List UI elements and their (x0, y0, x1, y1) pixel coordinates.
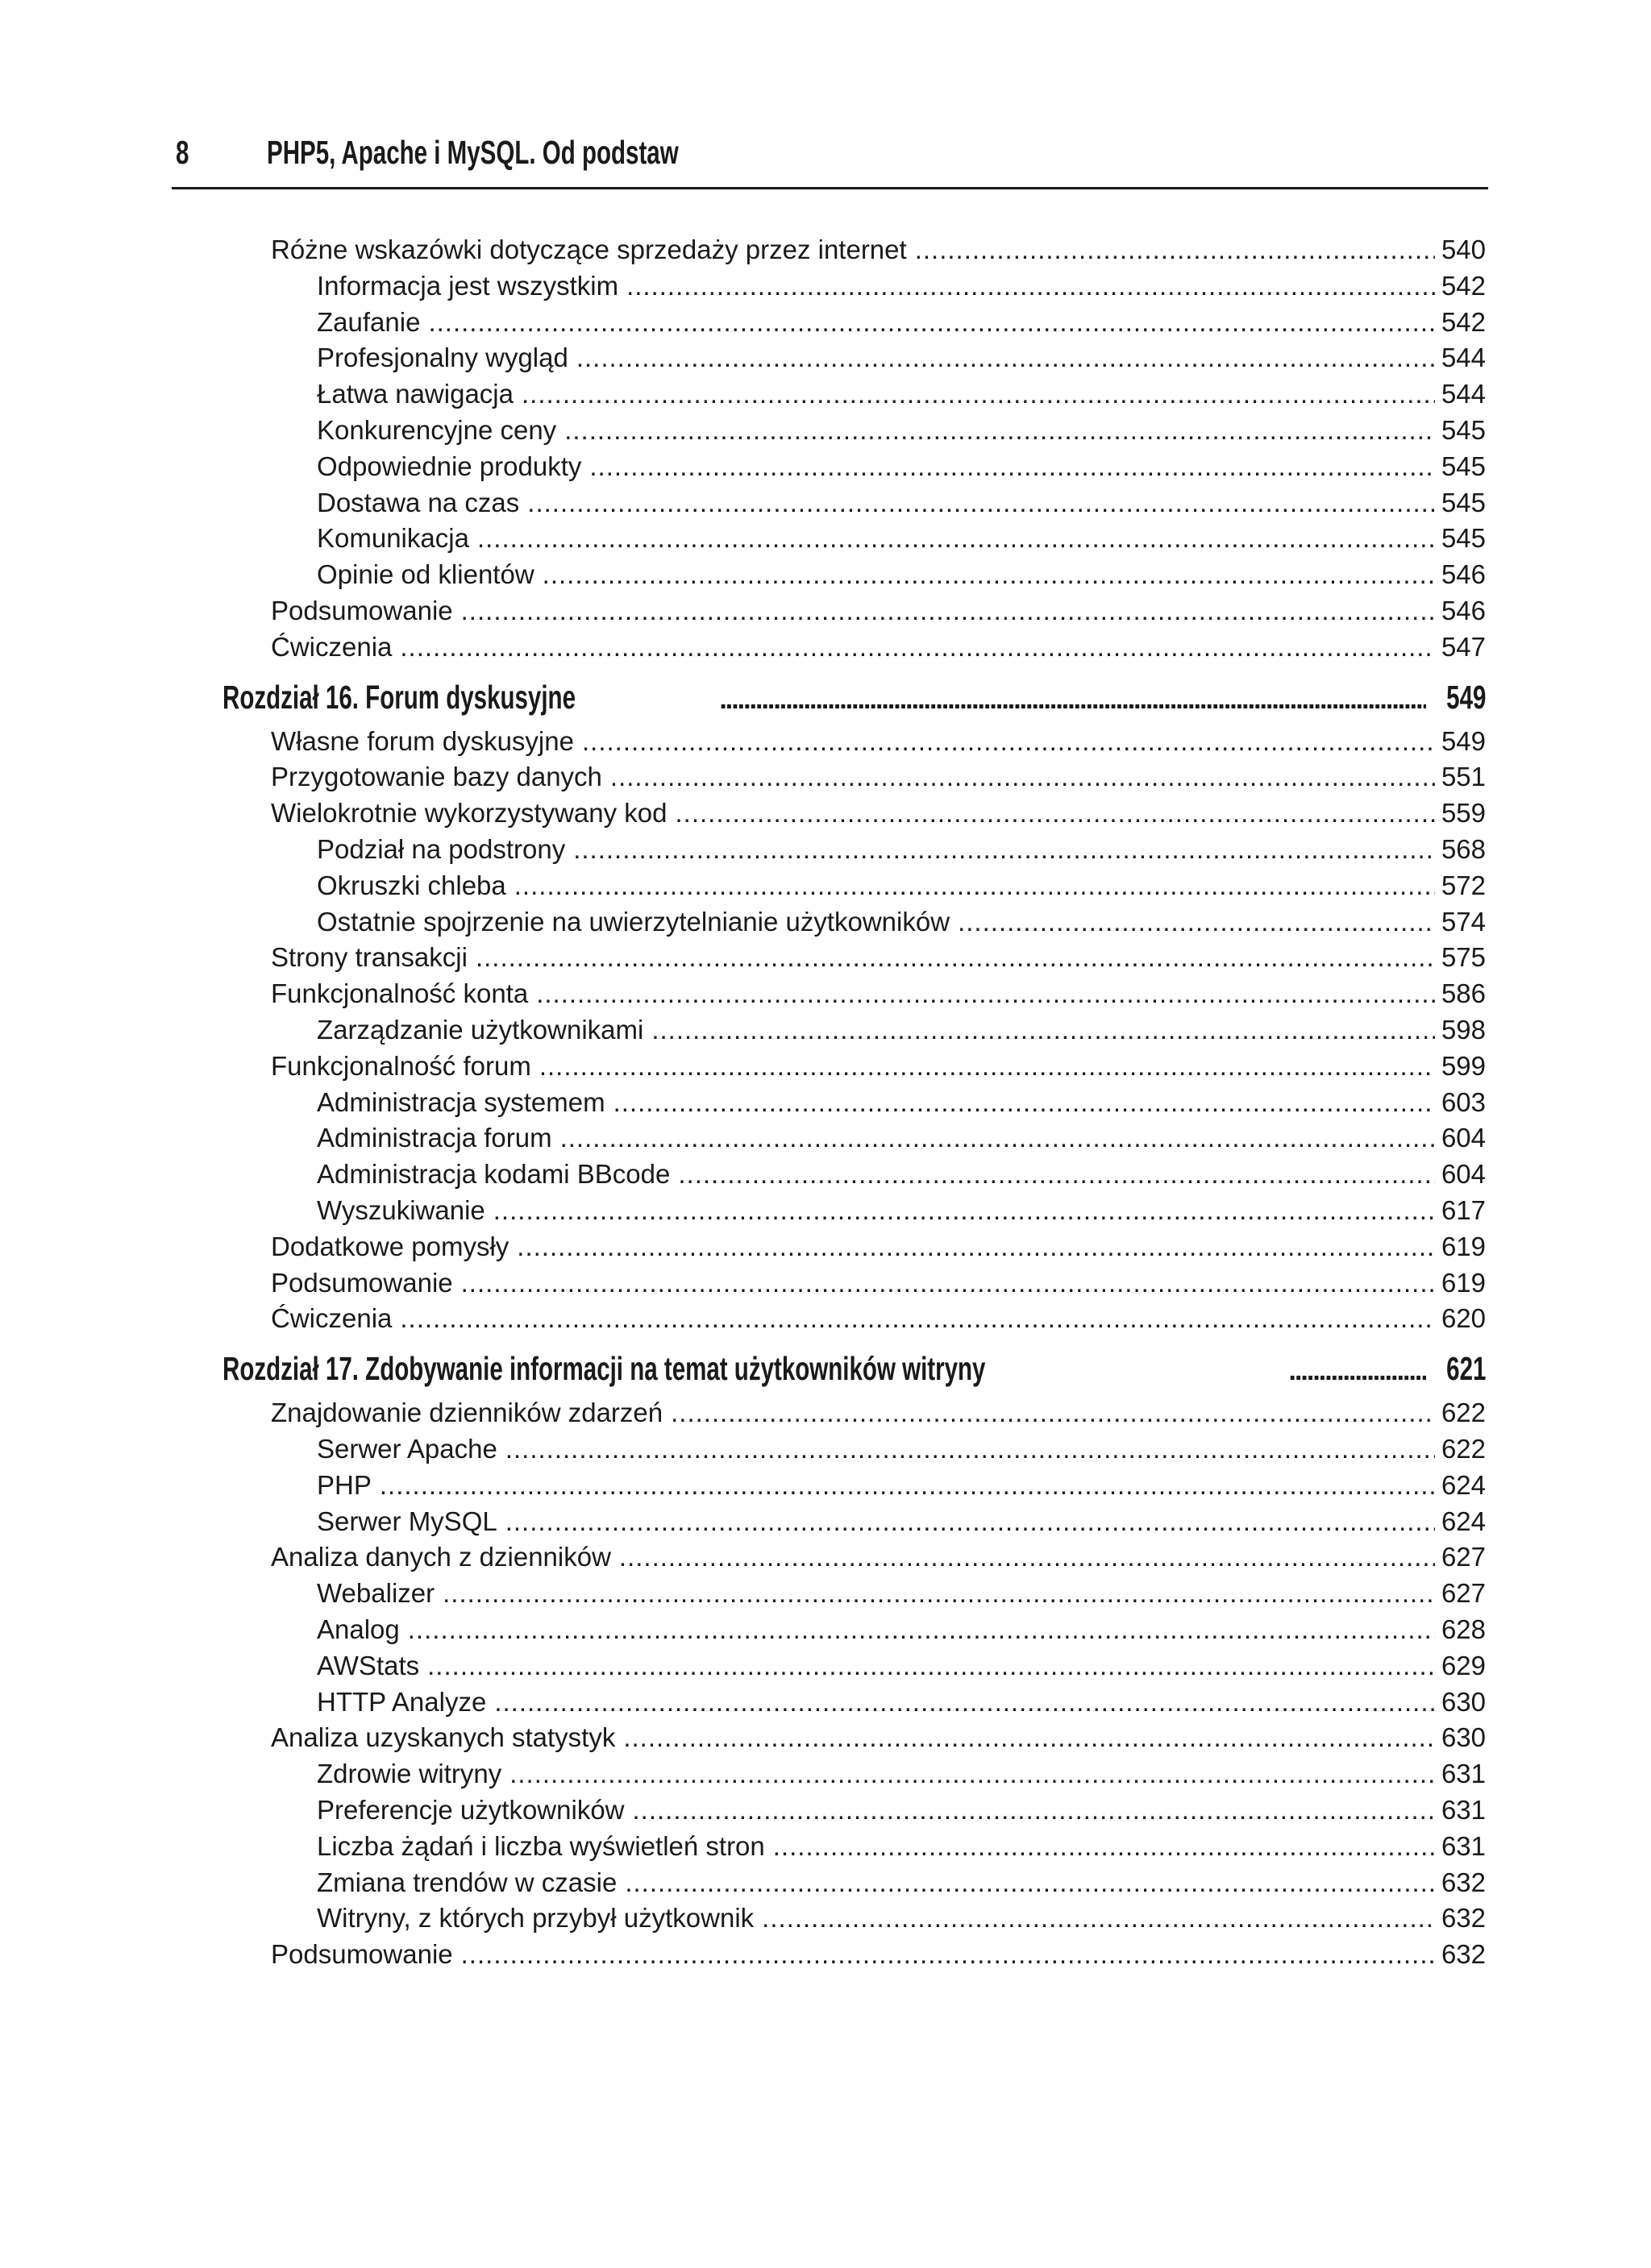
dot-leader (527, 485, 1435, 521)
entry-title: PHP (317, 1469, 372, 1500)
entry-title: Łatwa nawigacja (317, 379, 514, 409)
entry-title: Administracja forum (317, 1123, 552, 1153)
toc-subsection-entry (317, 521, 1486, 556)
toc-subsection-entry (317, 1085, 1486, 1120)
chapter-title: Rozdział 16. Forum dyskusyjne (222, 678, 576, 716)
toc-subsection-entry (317, 1865, 1486, 1900)
entry-page: 544 (1441, 343, 1486, 373)
entry-page: 545 (1441, 487, 1486, 517)
toc-subsection-entry (317, 1829, 1486, 1864)
toc-subsection-entry (317, 1792, 1486, 1828)
dot-leader (619, 1539, 1435, 1575)
toc-section-entry (271, 232, 1486, 268)
toc-section-entry (271, 1395, 1486, 1431)
entry-page: 598 (1441, 1015, 1486, 1045)
toc-subsection-entry (317, 340, 1486, 376)
dot-leader (493, 1193, 1435, 1228)
entry-page: 631 (1441, 1830, 1486, 1861)
entry-title: Webalizer (317, 1578, 435, 1609)
toc-section-entry (271, 629, 1486, 665)
entry-page: 547 (1441, 631, 1486, 662)
toc-subsection-entry (317, 1012, 1486, 1048)
chapter-page: 549 (1445, 678, 1486, 716)
entry-title: Własne forum dyskusyjne (271, 725, 574, 756)
entry-page: 542 (1441, 306, 1486, 337)
entry-title: Podsumowanie (271, 1267, 453, 1298)
entry-title: Serwer MySQL (317, 1506, 497, 1536)
toc-subsection-entry (317, 1468, 1486, 1503)
dot-leader (408, 1612, 1435, 1647)
dot-leader (400, 629, 1435, 665)
entry-page: 632 (1441, 1903, 1486, 1934)
entry-title: Podział na podstrony (317, 834, 566, 864)
dot-leader (461, 593, 1435, 629)
dot-leader (505, 1504, 1435, 1539)
toc-subsection-entry (317, 449, 1486, 484)
toc-subsection-entry (317, 1193, 1486, 1228)
entry-title: Ćwiczenia (271, 631, 393, 662)
entry-title: Przygotowanie bazy danych (271, 762, 602, 792)
dot-leader (676, 795, 1435, 831)
toc-chapter-heading (222, 1348, 1486, 1391)
dot-leader (461, 1937, 1435, 1972)
entry-title: AWStats (317, 1650, 420, 1680)
entry-title: Witryny, z których przybył użytkownik (317, 1903, 755, 1934)
toc-section-entry (271, 795, 1486, 831)
dot-leader (762, 1900, 1435, 1936)
toc-subsection-entry (317, 1431, 1486, 1467)
toc-subsection-entry (317, 1157, 1486, 1192)
dot-leader (514, 868, 1435, 903)
dot-leader (427, 1648, 1435, 1684)
dot-leader (428, 305, 1435, 340)
entry-title: Odpowiednie produkty (317, 451, 582, 481)
dot-leader (623, 1720, 1435, 1755)
dot-leader (651, 1012, 1435, 1048)
toc-section-entry (271, 1539, 1486, 1575)
entry-page: 619 (1441, 1231, 1486, 1261)
entry-page: 574 (1441, 906, 1486, 937)
toc-section-entry (271, 1265, 1486, 1301)
entry-title: Liczba żądań i liczba wyświetleń stron (317, 1830, 765, 1861)
entry-page: 545 (1441, 415, 1486, 445)
dot-leader (494, 1684, 1435, 1720)
dot-leader (678, 1157, 1435, 1192)
dot-leader (610, 759, 1435, 795)
dot-leader (633, 1792, 1435, 1828)
entry-page: 542 (1441, 270, 1486, 301)
chapter-title: Rozdział 17. Zdobywanie informacji na temat użytkowników witryny (222, 1350, 986, 1388)
entry-page: 568 (1441, 834, 1486, 864)
toc-section-entry (271, 1937, 1486, 1972)
entry-title: Wielokrotnie wykorzystywany kod (271, 798, 667, 829)
entry-page: 603 (1441, 1086, 1486, 1117)
entry-title: Serwer Apache (317, 1434, 497, 1464)
entry-title: Funkcjonalność forum (271, 1050, 531, 1081)
dot-leader (539, 1049, 1435, 1084)
page-number: 8 (176, 134, 189, 171)
entry-title: Okruszki chleba (317, 870, 506, 900)
toc-subsection-entry (317, 1684, 1486, 1720)
entry-page: 617 (1441, 1195, 1486, 1225)
entry-page: 540 (1441, 235, 1486, 264)
chapter-page: 621 (1445, 1350, 1486, 1388)
entry-title: Zarządzanie użytkownikami (317, 1015, 644, 1045)
entry-title: Konkurencyjne ceny (317, 415, 557, 445)
entry-page: 624 (1441, 1506, 1486, 1536)
entry-title: Preferencje użytkowników (317, 1795, 625, 1825)
entry-page: 604 (1441, 1159, 1486, 1190)
toc-section-entry (271, 976, 1486, 1011)
entry-title: Informacja jest wszystkim (317, 270, 619, 301)
toc-subsection-entry (317, 268, 1486, 304)
entry-page: 586 (1441, 978, 1486, 1009)
entry-page: 627 (1441, 1578, 1486, 1609)
dot-leader (400, 1301, 1435, 1336)
entry-page: 632 (1441, 1939, 1486, 1970)
entry-title: Podsumowanie (271, 596, 453, 625)
entry-page: 545 (1441, 451, 1486, 481)
toc-section-entry (271, 940, 1486, 975)
dot-leader (773, 1829, 1435, 1864)
dot-leader (564, 413, 1435, 448)
toc-subsection-entry (317, 305, 1486, 340)
toc-subsection-entry (317, 904, 1486, 940)
entry-title: Podsumowanie (271, 1939, 453, 1970)
toc-subsection-entry (317, 868, 1486, 903)
dot-leader (380, 1468, 1435, 1503)
entry-title: Analiza uzyskanych statystyk (271, 1722, 616, 1753)
entry-title: Zdrowie witryny (317, 1759, 502, 1789)
toc-section-entry (271, 1301, 1486, 1336)
entry-title: Profesjonalny wygląd (317, 343, 568, 373)
entry-title: Wyszukiwanie (317, 1195, 485, 1225)
toc-section-entry (271, 1720, 1486, 1755)
toc-section-entry (271, 724, 1486, 759)
entry-page: 546 (1441, 559, 1486, 590)
entry-page: 599 (1441, 1050, 1486, 1081)
running-header (172, 134, 1488, 189)
toc-section-entry (271, 759, 1486, 795)
dot-leader (613, 1085, 1435, 1120)
entry-title: Zmiana trendów w czasie (317, 1867, 618, 1897)
dot-leader (671, 1395, 1435, 1431)
dot-leader (958, 904, 1435, 940)
entry-page: 622 (1441, 1398, 1486, 1428)
dot-leader (719, 679, 1425, 720)
dot-leader (477, 521, 1435, 556)
entry-page: 624 (1441, 1469, 1486, 1500)
entry-page: 622 (1441, 1434, 1486, 1464)
toc-subsection-entry (317, 832, 1486, 867)
toc-subsection-entry (317, 413, 1486, 448)
dot-leader (576, 340, 1435, 376)
entry-page: 549 (1441, 725, 1486, 756)
entry-page: 619 (1441, 1267, 1486, 1298)
entry-title: Znajdowanie dzienników zdarzeń (271, 1398, 663, 1428)
dot-leader (915, 232, 1435, 268)
toc-subsection-entry (317, 376, 1486, 412)
toc-subsection-entry (317, 1576, 1486, 1611)
entry-title: Ćwiczenia (271, 1303, 393, 1334)
toc-subsection-entry (317, 1612, 1486, 1647)
dot-leader (573, 832, 1435, 867)
dot-leader (522, 376, 1435, 412)
dot-leader (505, 1431, 1435, 1467)
entry-title: Administracja kodami BBcode (317, 1159, 671, 1190)
entry-title: Komunikacja (317, 523, 469, 554)
dot-leader (476, 940, 1435, 975)
entry-title: Dostawa na czas (317, 487, 520, 517)
toc-subsection-entry (317, 1504, 1486, 1539)
entry-page: 551 (1441, 762, 1486, 792)
toc-subsection-entry (317, 1120, 1486, 1156)
entry-page: 572 (1441, 870, 1486, 900)
entry-title: HTTP Analyze (317, 1686, 487, 1717)
entry-title: Analog (317, 1614, 400, 1644)
entry-title: Administracja systemem (317, 1086, 605, 1117)
toc-subsection-entry (317, 1648, 1486, 1684)
dot-leader (625, 1865, 1435, 1900)
dot-leader (443, 1576, 1435, 1611)
entry-title: Strony transakcji (271, 942, 468, 973)
entry-page: 631 (1441, 1759, 1486, 1789)
entry-title: Funkcjonalność konta (271, 978, 529, 1009)
toc-subsection-entry (317, 1900, 1486, 1936)
dot-leader (536, 976, 1435, 1011)
dot-leader (582, 724, 1435, 759)
entry-title: Ostatnie spojrzenie na uwierzytelnianie użytkowników (317, 906, 950, 937)
entry-title: Opinie od klientów (317, 559, 534, 590)
toc-chapter-heading (222, 677, 1486, 720)
toc-subsection-entry (317, 485, 1486, 521)
entry-page: 628 (1441, 1614, 1486, 1644)
dot-leader (626, 268, 1435, 304)
toc-section-entry (271, 593, 1486, 629)
entry-title: Różne wskazówki dotyczące sprzedaży przez internet (271, 235, 907, 264)
entry-title: Dodatkowe pomysły (271, 1231, 509, 1261)
entry-title: Zaufanie (317, 306, 421, 337)
dot-leader (1289, 1351, 1426, 1391)
entry-page: 559 (1441, 798, 1486, 829)
entry-page: 630 (1441, 1686, 1486, 1717)
dot-leader (509, 1756, 1435, 1792)
toc-subsection-entry (317, 557, 1486, 592)
entry-page: 632 (1441, 1867, 1486, 1897)
entry-page: 545 (1441, 523, 1486, 554)
entry-page: 544 (1441, 379, 1486, 409)
dot-leader (560, 1120, 1435, 1156)
entry-page: 546 (1441, 596, 1486, 625)
entry-page: 629 (1441, 1650, 1486, 1680)
toc-subsection-entry (317, 1756, 1486, 1792)
toc-section-entry (271, 1229, 1486, 1265)
toc-section-entry (271, 1049, 1486, 1084)
book-title: PHP5, Apache i MySQL. Od podstaw (267, 134, 679, 171)
entry-title: Analiza danych z dzienników (271, 1542, 611, 1572)
entry-page: 620 (1441, 1303, 1486, 1334)
entry-page: 575 (1441, 942, 1486, 973)
dot-leader (589, 449, 1435, 484)
entry-page: 627 (1441, 1542, 1486, 1572)
dot-leader (517, 1229, 1435, 1265)
dot-leader (543, 557, 1435, 592)
entry-page: 604 (1441, 1123, 1486, 1153)
entry-page: 630 (1441, 1722, 1486, 1753)
dot-leader (461, 1265, 1435, 1301)
entry-page: 631 (1441, 1795, 1486, 1825)
